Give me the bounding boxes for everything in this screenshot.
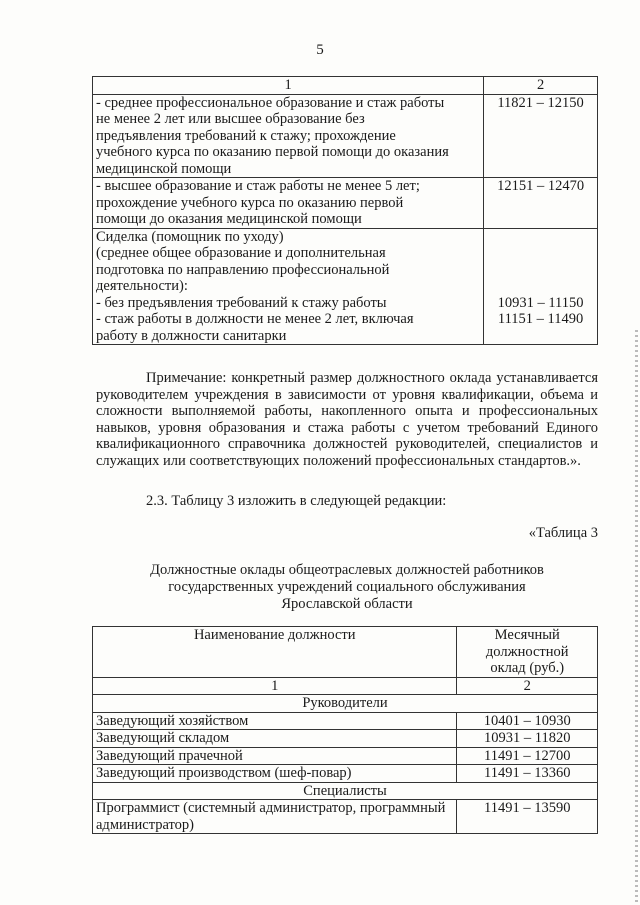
cell-line: администратор)	[96, 816, 195, 833]
cell-line: - среднее профессиональное образование и стаж работы	[96, 94, 445, 111]
cell-line: деятельности):	[96, 278, 188, 294]
position-cell	[93, 94, 484, 178]
cell-line: помощи до оказания медицинской помощи	[96, 211, 362, 227]
column-header-position: Наименование должности	[93, 627, 457, 678]
salary-cell	[484, 178, 598, 229]
cell-line: - стаж работы в должности не менее 2 лет, включая	[96, 311, 414, 327]
page-number: 5	[316, 42, 324, 58]
header-line: должностной	[485, 643, 569, 660]
group-header-managers: Руководители	[93, 695, 598, 713]
cell-line: учебного курса по оказанию первой помощи до оказания	[96, 144, 449, 160]
table-row	[93, 800, 598, 834]
salary-range: 11151 – 11490	[497, 311, 584, 327]
cell-line: Сиделка (помощник по уходу)	[96, 228, 284, 245]
table-row	[93, 178, 598, 229]
salary-table-3	[92, 626, 598, 834]
table-row	[93, 765, 598, 783]
salary-range: 10931 – 11150	[497, 294, 584, 311]
table-row	[93, 747, 598, 765]
position-name	[93, 800, 457, 834]
salary-table-continued	[92, 76, 598, 345]
column-header-salary	[457, 627, 598, 678]
salary-range: 11491 – 13590	[457, 800, 598, 834]
cell-line: предъявления требований к стажу; прохождение	[96, 127, 396, 144]
group-header-specialists: Специалисты	[93, 782, 598, 800]
position-cell	[93, 228, 484, 345]
salary-range: 10931 – 11820	[457, 730, 598, 748]
salary-range: 11491 – 13360	[457, 765, 598, 783]
cell-line: - высшее образование и стаж работы не менее 5 лет;	[96, 178, 420, 194]
column-index-1: 1	[93, 77, 484, 95]
cell-line: Программист (системный администратор, программный	[96, 800, 446, 816]
heading-line: государственных учреждений социального обслуживания	[168, 579, 526, 595]
heading-line: Должностные оклады общеотраслевых должностей работников	[150, 562, 544, 578]
table-row	[93, 730, 598, 748]
salary-range: 10401 – 10930	[457, 712, 598, 730]
heading-line: Ярославской области	[281, 596, 413, 612]
column-index-2: 2	[457, 677, 598, 695]
header-line: Месячный	[494, 627, 560, 643]
position-cell	[93, 178, 484, 229]
salary-cell	[484, 228, 598, 345]
salary-range: 11821 – 12150	[497, 94, 584, 111]
cell-line: прохождение учебного курса по оказанию первой	[96, 194, 404, 211]
cell-line: подготовка по направлению профессиональной	[96, 261, 390, 278]
cell-line: (среднее общее образование и дополнительная	[96, 245, 386, 261]
table-row	[93, 228, 598, 345]
salary-range: 12151 – 12470	[497, 178, 585, 194]
cell-line: медицинской помощи	[96, 160, 232, 177]
position-name: Заведующий производством (шеф-повар)	[93, 765, 457, 783]
position-name: Заведующий прачечной	[93, 747, 457, 765]
note-paragraph: Примечание: конкретный размер должностного оклада устанавливается руководителем учреждения в зависимости от уровня квалификации, объема и сложности выполняемой работы, накопленного опыта и профессиональных навыков, уровня образования и стажа работы с учетом требований Единого квалификационного справочника должностей руководителей, специалистов и служащих или соответствующих положений профессиональных стандартов.».	[96, 370, 598, 469]
cell-line: работу в должности санитарки	[96, 327, 287, 344]
amendment-intro: 2.3. Таблицу 3 изложить в следующей редакции:	[146, 493, 447, 509]
salary-cell	[484, 94, 598, 178]
table-row	[93, 94, 598, 178]
cell-line: не менее 2 лет или высшее образование без	[96, 111, 365, 127]
cell-line: - без предъявления требований к стажу работы	[96, 294, 387, 311]
table-reference: «Таблица 3	[528, 525, 598, 541]
header-line: оклад (руб.)	[490, 660, 565, 676]
column-index-2: 2	[484, 77, 598, 95]
salary-range: 11491 – 12700	[457, 747, 598, 765]
table-heading	[96, 562, 598, 613]
column-index-1: 1	[93, 677, 457, 695]
position-name: Заведующий складом	[93, 730, 457, 748]
position-name: Заведующий хозяйством	[93, 712, 457, 730]
table-row	[93, 712, 598, 730]
scan-edge-artifact	[635, 330, 638, 905]
